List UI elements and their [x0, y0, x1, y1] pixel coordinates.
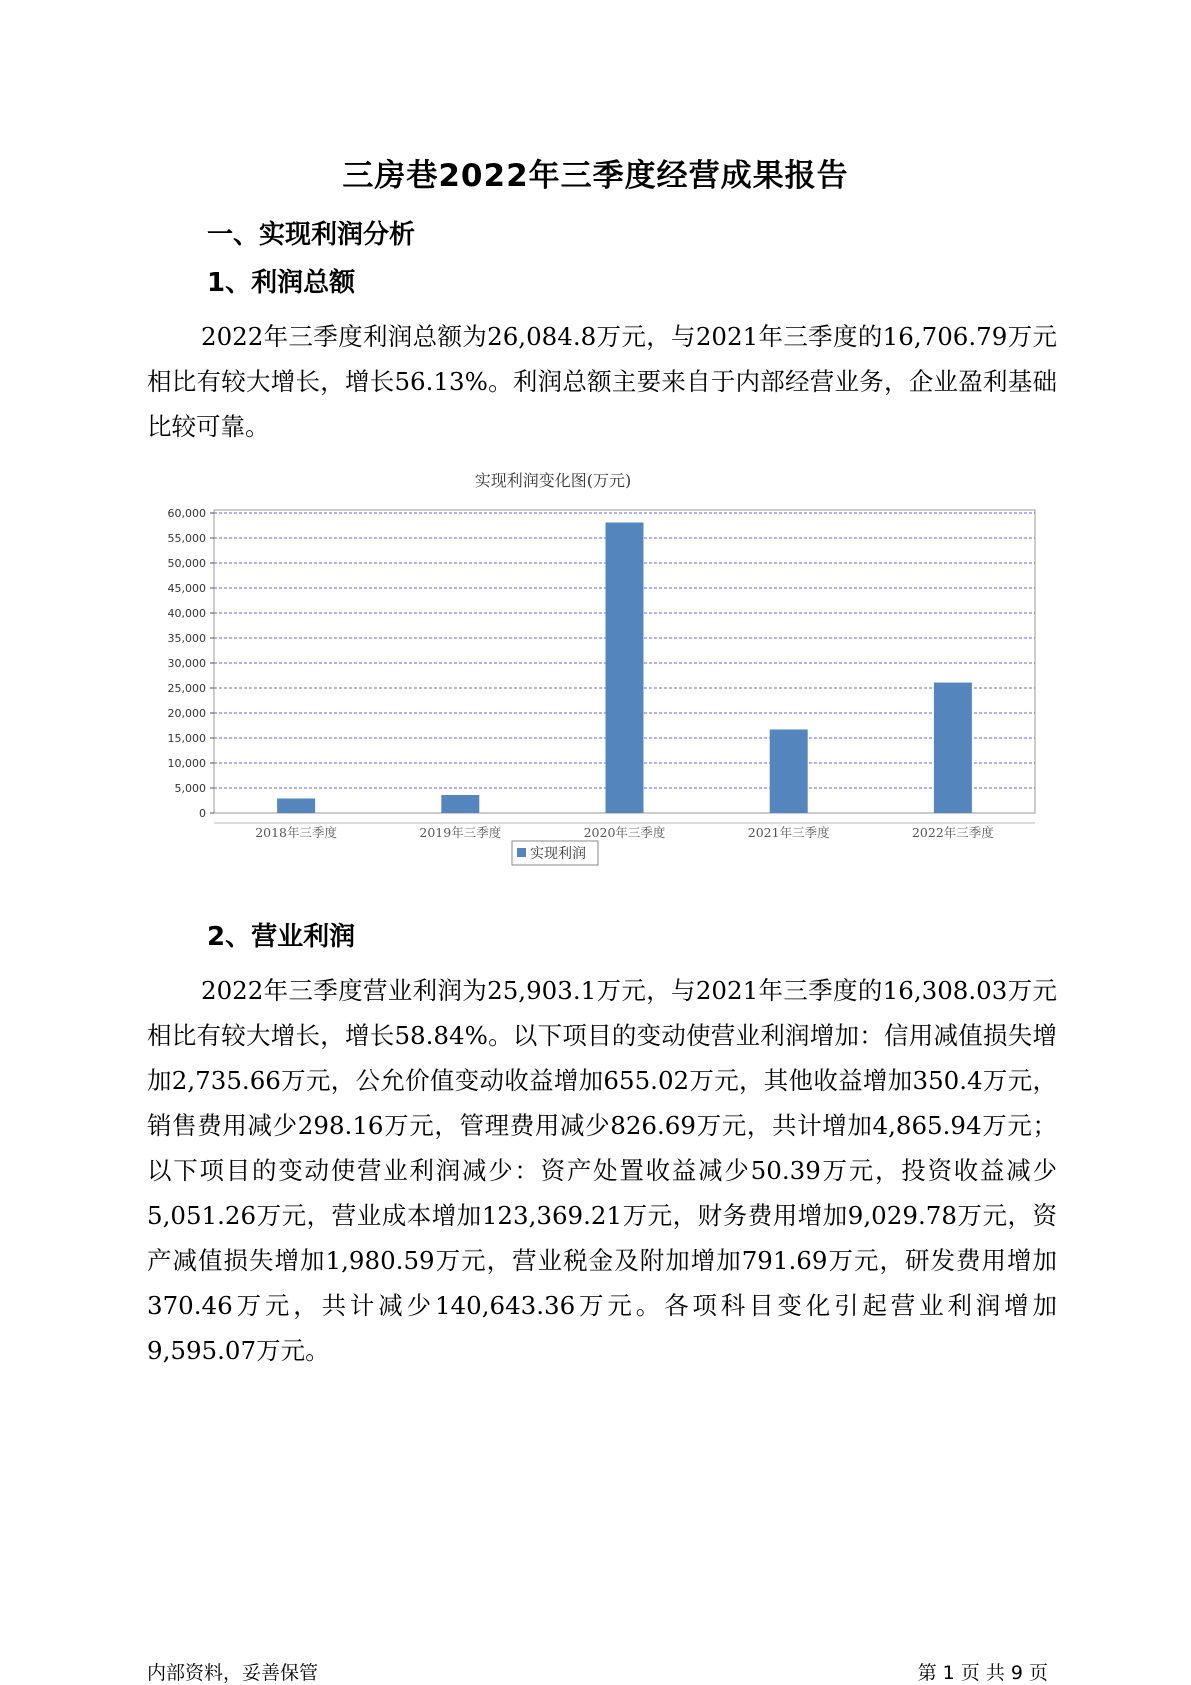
bar	[770, 729, 808, 813]
x-tick-label: 2021年三季度	[747, 825, 830, 840]
footer-page-number: 第 1 页 共 9 页	[917, 1662, 1048, 1684]
chart-title: 实现利润变化图(万元)	[474, 471, 632, 490]
profit-chart-svg	[147, 468, 1047, 958]
page-title: 三房巷2022年三季度经营成果报告	[342, 158, 849, 194]
x-tick-label: 2022年三季度	[911, 825, 994, 840]
y-tick-label: 20,000	[167, 707, 206, 720]
y-tick-label: 55,000	[167, 532, 206, 545]
y-tick-label: 45,000	[167, 582, 206, 595]
legend-swatch	[517, 848, 526, 857]
bar	[934, 683, 972, 813]
y-tick-label: 25,000	[167, 682, 206, 695]
bar	[606, 523, 644, 814]
x-tick-label: 2020年三季度	[583, 825, 666, 840]
section-heading-profit-analysis: 一、实现利润分析	[207, 220, 416, 250]
legend-label: 实现利润	[530, 846, 586, 862]
y-tick-label: 30,000	[167, 657, 206, 670]
sub-heading-total-profit: 1、利润总额	[207, 268, 356, 298]
bar	[277, 799, 315, 814]
paragraph-total-profit-text: 2022年三季度利润总额为26,084.8万元，与2021年三季度的16,706.79万元相比有较大增长，增长56.13%。利润总额主要来自于内部经营业务，企业盈利基础比较可靠。	[147, 322, 1057, 441]
y-tick-label: 10,000	[167, 757, 206, 770]
y-tick-label: 35,000	[167, 632, 206, 645]
footer-confidential-note: 内部资料，妥善保管	[147, 1662, 319, 1684]
paragraph-total-profit	[147, 314, 1057, 449]
y-tick-label: 50,000	[167, 557, 206, 570]
sub-heading-operating-profit: 2、营业利润	[207, 922, 356, 952]
y-tick-label: 0	[199, 807, 206, 820]
paragraph-operating-profit	[147, 968, 1057, 1373]
bar	[441, 795, 479, 813]
y-tick-label: 5,000	[174, 782, 206, 795]
y-tick-label: 15,000	[167, 732, 206, 745]
x-tick-label: 2018年三季度	[255, 825, 338, 840]
profit-bar-chart	[147, 468, 1047, 958]
paragraph-operating-profit-text: 2022年三季度营业利润为25,903.1万元，与2021年三季度的16,308.03万元相比有较大增长，增长58.84%。以下项目的变动使营业利润增加：信用减值损失增加2,735.66万元，公允价值变动收益增加655.02万元，其他收益增加350.4万元，销售费用减少298.16万元，管理费用减少826.69万元，共计增加4,865.94万元；以下项目的变动使营业利润减少：资产处置收益减少50.39万元，投资收益减少5,051.26万元，营业成本增加123,369.21万元，财务费用增加9,029.78万元，资产减值损失增加1,980.59万元，营业税金及附加增加791.69万元，研发费用增加370.46万元，共计减少140,643.36万元。各项科目变化引起营业利润增加9,595.07万元。	[147, 976, 1057, 1365]
y-tick-label: 40,000	[167, 607, 206, 620]
x-tick-label: 2019年三季度	[419, 825, 502, 840]
y-tick-label: 60,000	[167, 507, 206, 520]
